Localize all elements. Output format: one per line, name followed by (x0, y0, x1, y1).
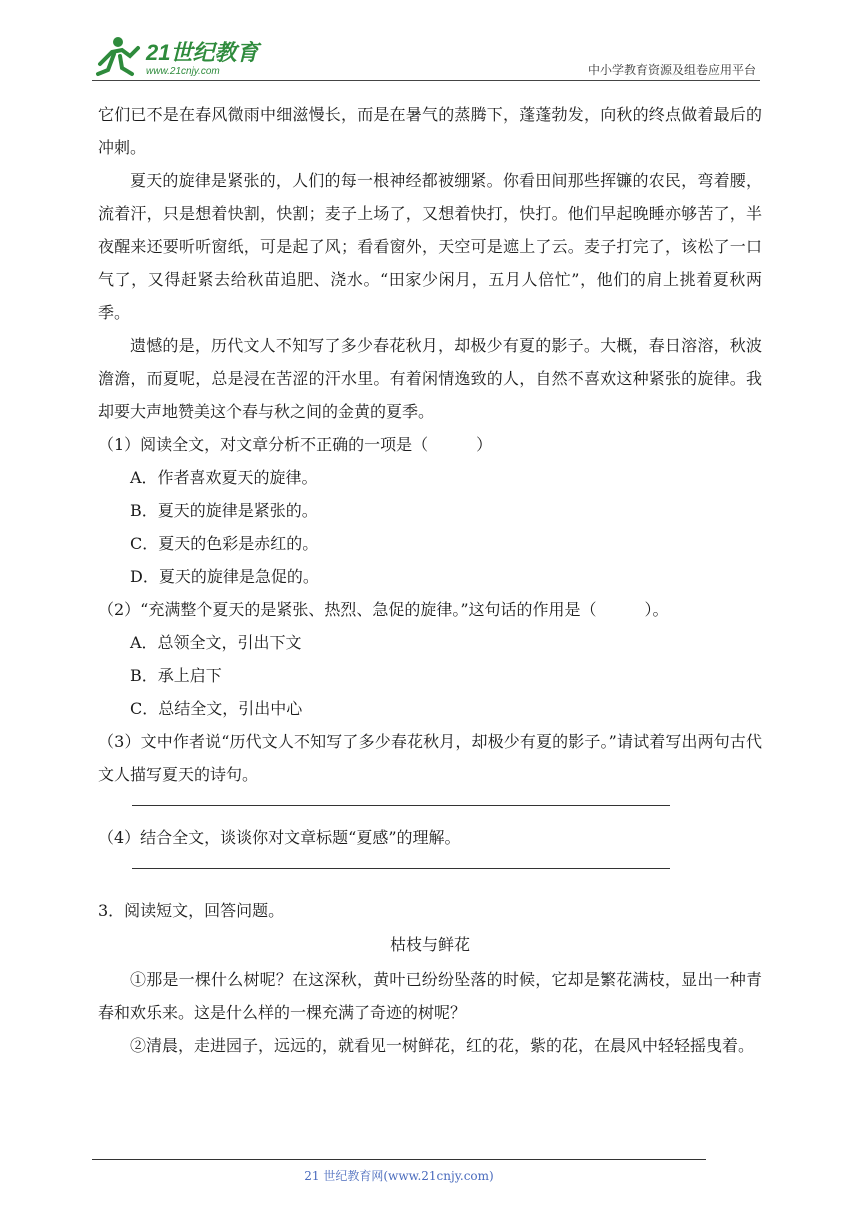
q1-option-c: C．夏天的色彩是赤红的。 (130, 534, 319, 553)
q2-option-c: C．总结全文，引出中心 (130, 699, 303, 718)
question-2: （2）“充满整个夏天的是紧张、热烈、急促的旋律。”这句话的作用是（ ）。 (98, 600, 669, 619)
question-1: （1）阅读全文，对文章分析不正确的一项是（ ） (98, 435, 493, 454)
platform-name: 中小学教育资源及组卷应用平台 (587, 63, 756, 77)
paragraph: ①那是一棵什么树呢？在这深秋，黄叶已纷纷坠落的时候，它却是繁花满枝，显出一种青春和欢乐来。这是什么样的一棵充满了奇迹的树呢？ (98, 970, 762, 1022)
paragraph: 它们已不是在春风微雨中细滋慢长，而是在暑气的蒸腾下，蓬蓬勃发，向秋的终点做着最后的冲刺。 (98, 105, 762, 157)
question-4: （4）结合全文，谈谈你对文章标题“夏感”的理解。 (98, 828, 461, 847)
paragraph: 遗憾的是，历代文人不知写了多少春花秋月，却极少有夏的影子。大概，春日溶溶，秋波澹澹，而夏呢，总是浸在苦涩的汗水里。有着闲情逸致的人，自然不喜欢这种紧张的旋律。我却要大声地赞美这个春与秋之间的金黄的夏季。 (98, 336, 762, 421)
footer-text: 21 世纪教育网(www.21cnjy.com) (304, 1169, 494, 1183)
paragraph: ②清晨，走进园子，远远的，就看见一树鲜花，红的花，紫的花，在晨风中轻轻摇曳着。 (130, 1036, 755, 1055)
document-body (98, 98, 762, 1062)
q1-option-d: D．夏天的旋律是急促的。 (130, 567, 319, 586)
article-title: 枯枝与鲜花 (389, 935, 470, 954)
logo-url: www.21cnjy.com (146, 66, 220, 77)
paragraph: 夏天的旋律是紧张的，人们的每一根神经都被绷紧。你看田间那些挥镰的农民，弯着腰，流着汗，只是想着快割，快割；麦子上场了，又想着快打，快打。他们早起晚睡亦够苦了，半夜醒来还要听听窗纸，可是起了风；看看窗外，天空可是遮上了云。麦子打完了，该松了一口气了，又得赶紧去给秋苗追肥、浇水。“田家少闲月，五月人倍忙”，他们的肩上挑着夏秋两季。 (98, 171, 762, 322)
q1-option-a: A．作者喜欢夏天的旋律。 (130, 468, 318, 487)
q1-option-b: B．夏天的旋律是紧张的。 (130, 501, 318, 520)
answer-line-q3[interactable] (98, 791, 762, 821)
footer-divider (92, 1159, 706, 1160)
answer-line-q4[interactable] (98, 854, 762, 884)
logo-21cnjy (92, 34, 262, 80)
page-header (92, 34, 760, 80)
q2-option-a: A．总领全文，引出下文 (130, 633, 302, 652)
header-divider (92, 80, 760, 81)
q2-option-b: B．承上启下 (130, 666, 222, 685)
logo-text: 21世纪教育 (146, 40, 259, 65)
section-3-heading: 3．阅读短文，回答问题。 (98, 901, 285, 920)
question-3: （3）文中作者说“历代文人不知写了多少春花秋月，却极少有夏的影子。”请试着写出两句古代文人描写夏天的诗句。 (98, 732, 762, 784)
